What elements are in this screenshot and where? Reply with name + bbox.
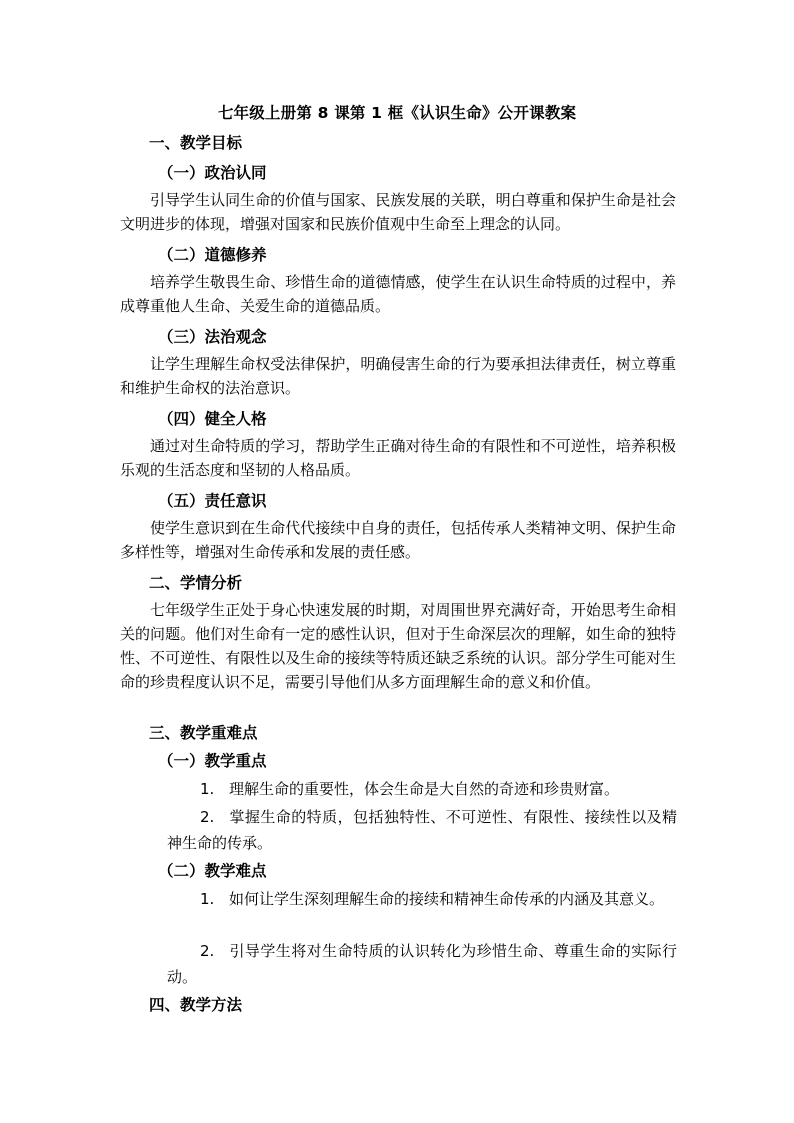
section-heading-goals: 一、教学目标	[149, 134, 243, 152]
list-item-text: 理解生命的重要性，体会生命是大自然的奇迹和珍贵财富。	[229, 780, 620, 798]
paragraph-political-identity: 引导学生认同生命的价值与国家、民族发展的关联，明白尊重和保护生命是社会文明进步的体现，增强对国家和民族价值观中生命至上理念的认同。	[120, 191, 676, 233]
paragraph-sound-personality: 通过对生命特质的学习，帮助学生正确对待生命的有限性和不可逆性，培养积极乐观的生活态度和坚韧的人格品质。	[120, 437, 676, 479]
list-item-number: 2.	[200, 808, 215, 826]
list-item-key-1	[167, 776, 677, 802]
subheading-rule-of-law: （三）法治观念	[158, 328, 267, 346]
subheading-sound-personality: （四）健全人格	[158, 410, 267, 428]
list-item-number: 1.	[200, 890, 215, 908]
list-item-difficulty-1	[167, 886, 677, 912]
section-heading-methods: 四、教学方法	[149, 996, 243, 1014]
list-item-text: 如何让学生深刻理解生命的接续和精神生命传承的内涵及其意义。	[229, 890, 665, 908]
section-heading-analysis: 二、学情分析	[149, 574, 243, 592]
paragraph-student-analysis: 七年级学生正处于身心快速发展的时期，对周围世界充满好奇，开始思考生命相关的问题。他们对生命有一定的感性认识，但对于生命深层次的理解，如生命的独特性、不可逆性、有限性以及生命的接续等特质还缺乏系统的认识。部分学生可能对生命的珍贵程度认识不足，需要引导他们从多方面理解生命的意义和价值。	[120, 601, 676, 691]
paragraph-moral-cultivation: 培养学生敬畏生命、珍惜生命的道德情感，使学生在认识生命特质的过程中，养成尊重他人生命、关爱生命的道德品质。	[120, 273, 676, 315]
document-title: 七年级上册第 8 课第 1 框《认识生命》公开课教案	[217, 104, 577, 122]
subheading-political-identity: （一）政治认同	[158, 164, 267, 182]
list-item-text: 引导学生将对生命特质的认识转化为珍惜生命、尊重生命的实际行动。	[167, 942, 677, 986]
paragraph-rule-of-law: 让学生理解生命权受法律保护，明确侵害生命的行为要承担法律责任，树立尊重和维护生命权的法治意识。	[120, 355, 676, 397]
list-item-key-2	[167, 804, 677, 856]
subheading-difficult-points: （二）教学难点	[158, 862, 267, 880]
section-heading-key-difficult: 三、教学重难点	[149, 724, 258, 742]
subheading-responsibility: （五）责任意识	[158, 492, 267, 510]
list-item-text: 掌握生命的特质，包括独特性、不可逆性、有限性、接续性以及精神生命的传承。	[167, 808, 677, 852]
paragraph-responsibility: 使学生意识到在生命代代接续中自身的责任，包括传承人类精神文明、保护生命多样性等，增强对生命传承和发展的责任感。	[120, 519, 676, 561]
list-item-difficulty-2	[167, 938, 677, 990]
list-item-number: 1.	[200, 780, 215, 798]
subheading-key-points: （一）教学重点	[158, 752, 267, 770]
list-item-number: 2.	[200, 942, 215, 960]
subheading-moral-cultivation: （二）道德修养	[158, 246, 267, 264]
